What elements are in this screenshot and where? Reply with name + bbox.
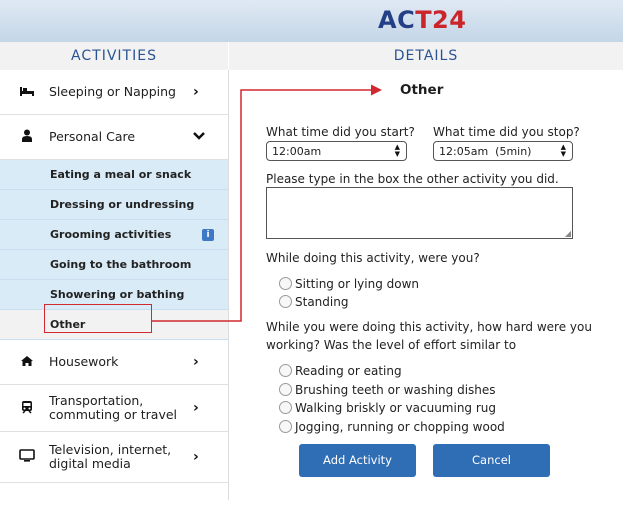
subitem-grooming[interactable]: [0, 220, 228, 250]
subitem-eating[interactable]: [0, 160, 228, 190]
activities-header: ACTIVITIES: [0, 42, 229, 70]
chevron-down-icon[interactable]: [193, 129, 205, 145]
logo-part2: T24: [415, 6, 467, 34]
info-icon[interactable]: i: [202, 229, 214, 241]
detail-title: Other: [400, 82, 444, 98]
chevron-right-icon[interactable]: ›: [193, 84, 199, 100]
activities-sidebar: [0, 70, 229, 500]
category-label: Sleeping or Napping: [49, 84, 176, 99]
train-icon: [19, 400, 35, 417]
category-personal-care[interactable]: [0, 115, 228, 160]
logo-part1: AC: [378, 6, 416, 34]
subitem-label: Dressing or undressing: [50, 198, 195, 211]
category-label: [49, 443, 171, 471]
start-time-value: 12:00am: [272, 145, 322, 158]
cancel-button[interactable]: Cancel: [433, 444, 550, 477]
effort-option-reading[interactable]: [279, 362, 402, 380]
effort-question-line2: working? Was the level of effort similar to: [266, 338, 517, 352]
category-label: Housework: [49, 354, 119, 369]
other-activity-textarea[interactable]: [266, 187, 573, 239]
option-label: Standing: [295, 295, 349, 309]
add-activity-button[interactable]: Add Activity: [299, 444, 416, 477]
monitor-icon: [19, 449, 35, 465]
radio-button[interactable]: [279, 364, 292, 377]
bed-icon: [19, 85, 35, 100]
resize-handle-icon[interactable]: ◢: [564, 229, 571, 238]
start-time-label: What time did you start?: [266, 125, 415, 139]
subitem-label: Eating a meal or snack: [50, 168, 192, 181]
category-transportation[interactable]: [0, 385, 228, 432]
start-time-select[interactable]: [266, 141, 407, 161]
effort-option-jogging[interactable]: [279, 418, 505, 436]
category-sleeping[interactable]: [0, 70, 228, 115]
radio-button[interactable]: [279, 401, 292, 414]
option-label: Reading or eating: [295, 364, 402, 378]
radio-button[interactable]: [279, 420, 292, 433]
chevron-right-icon[interactable]: ›: [193, 449, 199, 465]
select-arrows-icon: ▲ ▼: [560, 143, 566, 158]
category-label-line1: Television, internet,: [49, 442, 172, 457]
subitem-label: Grooming activities: [50, 228, 172, 241]
option-label: Brushing teeth or washing dishes: [295, 383, 496, 397]
radio-button[interactable]: [279, 383, 292, 396]
option-label: Sitting or lying down: [295, 277, 420, 291]
subitem-showering[interactable]: [0, 280, 228, 310]
home-icon: [19, 355, 35, 370]
radio-button[interactable]: [279, 295, 292, 308]
category-label: [49, 394, 177, 422]
posture-question: While doing this activity, were you?: [266, 251, 480, 265]
select-arrows-icon: ▲ ▼: [394, 143, 400, 158]
effort-question-line1: While you were doing this activity, how hard were you: [266, 320, 592, 334]
option-label: Jogging, running or chopping wood: [295, 420, 505, 434]
subitem-label: Other: [50, 318, 86, 331]
category-television[interactable]: [0, 432, 228, 483]
stop-time-label: What time did you stop?: [433, 125, 580, 139]
posture-option-standing[interactable]: [279, 293, 348, 311]
category-label: Personal Care: [49, 129, 136, 144]
subitem-other[interactable]: [0, 310, 228, 340]
subitem-bathroom[interactable]: [0, 250, 228, 280]
effort-option-walking[interactable]: [279, 399, 496, 417]
radio-button[interactable]: [279, 277, 292, 290]
category-label-line1: Transportation,: [49, 393, 144, 408]
act24-logo: [378, 6, 466, 34]
stop-time-value: 12:05am (5min): [439, 145, 532, 158]
posture-option-sitting[interactable]: [279, 275, 419, 293]
subitem-dressing[interactable]: [0, 190, 228, 220]
chevron-right-icon[interactable]: ›: [193, 400, 199, 416]
chevron-right-icon[interactable]: ›: [193, 354, 199, 370]
subitem-label: Showering or bathing: [50, 288, 185, 301]
details-header: DETAILS: [229, 42, 623, 70]
category-label-line2: commuting or travel: [49, 407, 178, 422]
top-banner: [0, 0, 623, 42]
other-activity-label: Please type in the box the other activity you did.: [266, 172, 559, 186]
person-icon: [19, 129, 35, 145]
category-label-line2: digital media: [49, 456, 131, 471]
option-label: Walking briskly or vacuuming rug: [295, 401, 497, 415]
category-housework[interactable]: [0, 340, 228, 385]
subitem-label: Going to the bathroom: [50, 258, 192, 271]
stop-time-select[interactable]: [433, 141, 573, 161]
effort-option-brushing[interactable]: [279, 381, 496, 399]
